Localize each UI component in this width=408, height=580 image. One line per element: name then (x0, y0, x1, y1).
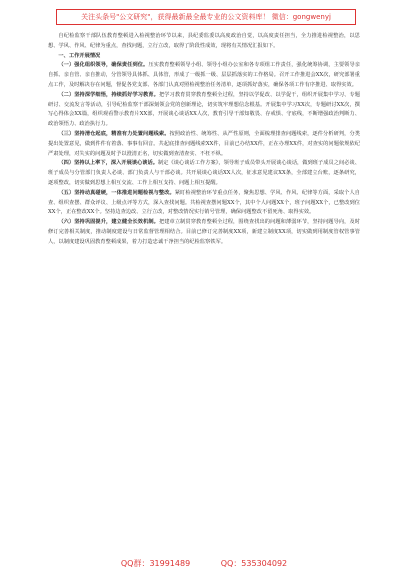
paragraph-6-heading: （六）坚持巩固提升，建立健全长效机制。 (58, 219, 159, 226)
paragraph-5-heading: （五）坚持动真碰硬，一体推进问题检视与整改。 (58, 189, 175, 196)
promo-banner: 关注头条号"公文研究"，获得最新最全最专业的公文资料库！ 微信：gongwenyj (56, 9, 356, 25)
intro-paragraph: 自纪检监察干部队伍教育整顿进入检视整治环节以来，县纪委监委以高度政治自觉，以高度责任担当，全力推进检视整治，以思想、学风、作风、纪律为重点，查找问题，立行立改，取得了阶段性成效，现将有关情况汇报如下。 (48, 33, 360, 49)
paragraph-1-heading: （一）强化组织领导，确保责任到位。 (58, 62, 149, 69)
paragraph-5 (48, 189, 360, 218)
paragraph-2 (48, 91, 360, 130)
section-heading: 一、工作开展情况 (58, 52, 101, 59)
document-body (48, 32, 360, 248)
paragraph-6 (48, 218, 360, 247)
paragraph-1 (48, 61, 360, 90)
paragraph-4 (48, 159, 360, 188)
paragraph-3 (48, 130, 360, 159)
paragraph-1-body: 压实教育整顿领导小组、领导小组办公室和各专项组工作责任，强化统筹协调，主要领导亲自抓、亲自管、亲自推动，分管领导具体抓、具体管，形成了一级抓一级、层层抓落实的工作格局。召开工作推进会XX次，研究部署重点工作，及时解决存在问题，督促各党支部、各部门认真对照检视整治任务清单，逐项抓好落实，确保各项工作有序推进、取得实效。 (48, 62, 360, 88)
paragraph-4-heading: （四）坚持以上率下，深入开展谈心谈话。 (58, 160, 159, 167)
paragraph-3-body: 按照政治性、统筹性、从严性原则，全面梳理排查问题线索，逐件分析研判，分类提出处置意见，做到件件有着落、事事有回音。共起底排查问题线索XX件，目前已办结XX件，正在办理XX件，对查实的问题依规依纪严肃处理，对失实的问题及时予以澄清正名，切实做到查清查实、不枉不纵。 (48, 130, 360, 157)
qq-group-text: QQ群：31991489 (120, 559, 191, 568)
paragraph-5-body: 紧盯检视整治环节重点任务，聚焦思想、学风、作风、纪律等方面，采取个人自查、组织查摆、群众评议、上级点评等方式，深入查找问题。共检视查摆问题XX个，其中个人问题XX个，班子问题XX个，已整改到位XX个，正在整改XX个。坚持边查边改、立行立改，对整改情况实行销号管理，确保问题整改不留死角、取得实效。 (48, 189, 360, 216)
paragraph-2-heading: （二）坚持深学细悟，持续抓好学习教育。 (58, 91, 159, 98)
qq-text: QQ：535304092 (220, 559, 288, 568)
paragraph-3-heading: （三）坚持清仓起底，精准有力处置问题线索。 (58, 130, 170, 137)
paragraph-6-body: 把建章立制贯穿教育整顿全过程，围绕查找出的问题和薄弱环节，坚持问题导向，及时修订完善相关制度，推动制度建设与日常监督管理相结合。目前已修订完善制度XX项，新建立制度XX项，切实做到用制度管权管事管人，以制度建设巩固教育整顿成果，着力打造忠诚干净担当的纪检监察铁军。 (48, 219, 361, 245)
paragraph-4-body: 制定《谈心谈话工作方案》，领导班子成员带头开展谈心谈话，做到班子成员之间必谈、班子成员与分管部门负责人必谈、部门负责人与干部必谈。共开展谈心谈话XX人次，征求意见建议XX条，全部建立台账，逐条研究，逐项整改，切实做到思想上相互交流、工作上相互支持、问题上相互提醒。 (48, 160, 360, 186)
paragraph-2-body: 把学习教育贯穿教育整顿全过程，坚持以学促改、以学促干，组织开展集中学习、专题研讨、交流发言等活动，引导纪检监察干部深刻领会党的创新理论，切实筑牢理想信念根基。开展集中学习XX次，专题研讨XX次，撰写心得体会XX篇，组织观看警示教育片XX部，开展谈心谈话XX人次，教育引导干部知敬畏、存戒惧、守底线，不断增强政治判断力、政治领悟力、政治执行力。 (48, 91, 361, 128)
contact-footer (0, 558, 408, 569)
